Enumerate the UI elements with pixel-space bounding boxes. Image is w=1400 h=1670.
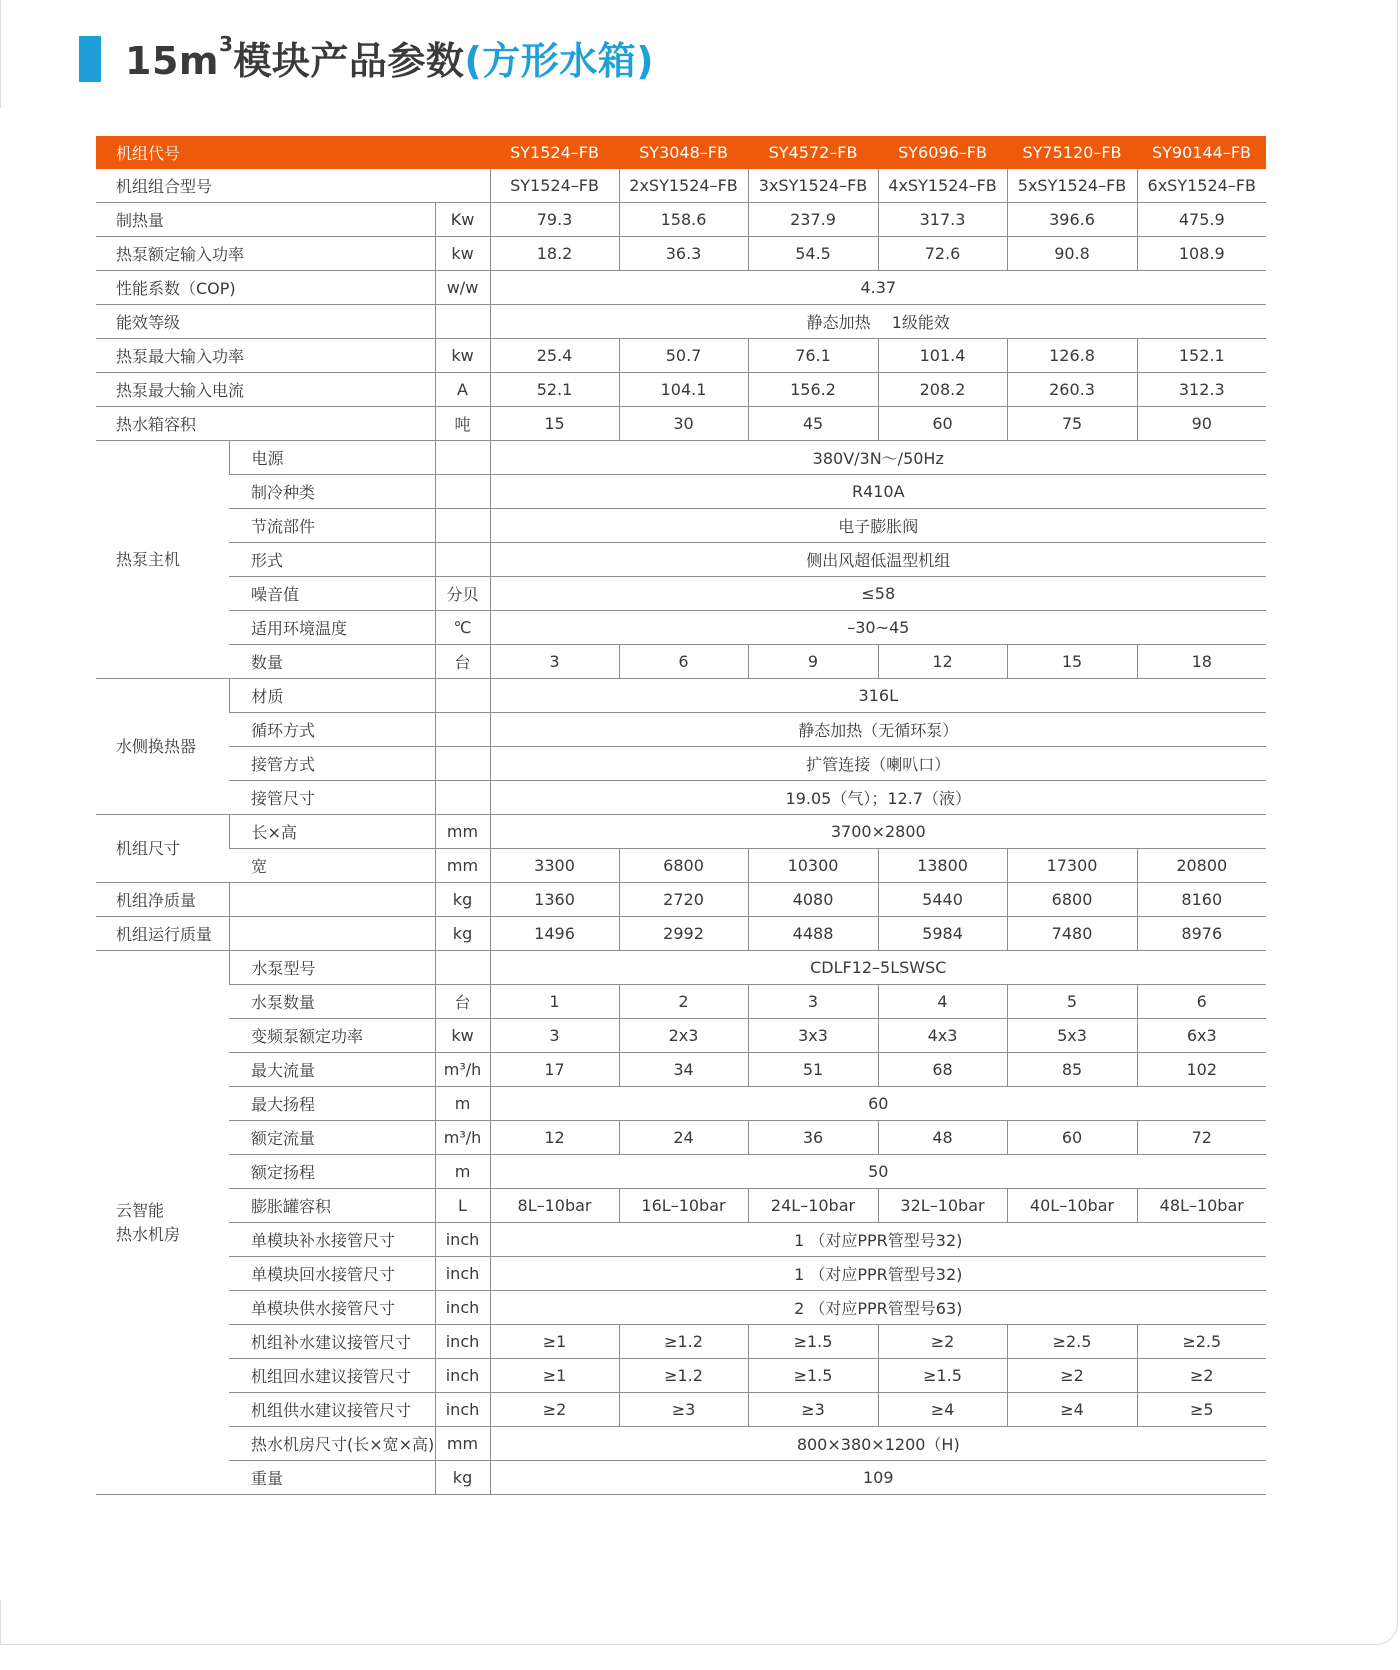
row-label: 最大流量 (229, 1053, 435, 1087)
group-label (96, 679, 229, 815)
unit-cell: kg (435, 1461, 490, 1495)
unit-cell: inch (435, 1223, 490, 1257)
value-cell: 32L–10bar (878, 1189, 1007, 1223)
value-cell: 50 (490, 1155, 1266, 1189)
title-main: 模块产品参数 (233, 39, 465, 83)
row-label: 单模块补水接管尺寸 (229, 1223, 435, 1257)
value-cell: 9 (748, 645, 878, 679)
row-label: 数量 (229, 645, 435, 679)
table-row (96, 1087, 1266, 1121)
group-label-line: 机组尺寸 (116, 838, 181, 858)
value-cell: 50.7 (619, 339, 748, 373)
value-cell: 102 (1137, 1053, 1266, 1087)
unit-cell: mm (435, 1427, 490, 1461)
value-cell: 85 (1007, 1053, 1137, 1087)
spec-table (96, 136, 1266, 1495)
unit-cell: inch (435, 1291, 490, 1325)
value-cell: 800×380×1200（H) (490, 1427, 1266, 1461)
group-label-line: 水侧换热器 (116, 736, 197, 756)
value-cell: 3300 (490, 849, 619, 883)
header-label: 机组代号 (96, 136, 490, 169)
value-cell: 18 (1137, 645, 1266, 679)
unit-cell: ℃ (435, 611, 490, 645)
value-cell: 75 (1007, 407, 1137, 441)
table-row (96, 1359, 1266, 1393)
value-cell: 6800 (1007, 883, 1137, 917)
value-cell: 2xSY1524–FB (619, 169, 748, 203)
row-label: 膨胀罐容积 (229, 1189, 435, 1223)
value-cell: ≥1.5 (878, 1359, 1007, 1393)
table-row (96, 781, 1266, 815)
table-row (96, 441, 1266, 475)
value-cell: 475.9 (1137, 203, 1266, 237)
value-cell: 17300 (1007, 849, 1137, 883)
value-cell: 20800 (1137, 849, 1266, 883)
unit-cell (435, 951, 490, 985)
value-cell: 90 (1137, 407, 1266, 441)
row-label: 单模块供水接管尺寸 (229, 1291, 435, 1325)
table-row (96, 169, 1266, 203)
value-cell: CDLF12–5LSWSC (490, 951, 1266, 985)
model-code: SY75120–FB (1007, 136, 1137, 169)
value-cell: 5 (1007, 985, 1137, 1019)
value-cell: 312.3 (1137, 373, 1266, 407)
row-label: 机组运行质量 (96, 917, 229, 951)
title-highlight: (方形水箱) (464, 39, 655, 83)
group-label (96, 951, 229, 1495)
table-row (96, 679, 1266, 713)
row-label: 适用环境温度 (229, 611, 435, 645)
frame-edge (0, 0, 1, 108)
unit-cell (435, 679, 490, 713)
value-cell: 101.4 (878, 339, 1007, 373)
value-cell: 5x3 (1007, 1019, 1137, 1053)
table-row (96, 1257, 1266, 1291)
table-row (96, 713, 1266, 747)
table-row (96, 1053, 1266, 1087)
row-label: 节流部件 (229, 509, 435, 543)
value-cell: 316L (490, 679, 1266, 713)
value-cell: 60 (878, 407, 1007, 441)
value-cell: 2 （对应PPR管型号63) (490, 1291, 1266, 1325)
empty-cell (229, 917, 435, 951)
table-row (96, 1019, 1266, 1053)
row-label: 水泵型号 (229, 951, 435, 985)
unit-cell: Kw (435, 203, 490, 237)
row-label: 性能系数（COP) (96, 271, 435, 305)
value-cell: ≥1.2 (619, 1359, 748, 1393)
row-label: 最大扬程 (229, 1087, 435, 1121)
table-row (96, 509, 1266, 543)
value-cell: ≥1.5 (748, 1359, 878, 1393)
table-row (96, 475, 1266, 509)
value-cell: ≥1.2 (619, 1325, 748, 1359)
value-cell: ≥3 (619, 1393, 748, 1427)
value-cell: 79.3 (490, 203, 619, 237)
table-row (96, 373, 1266, 407)
value-cell: 317.3 (878, 203, 1007, 237)
value-cell: 18.2 (490, 237, 619, 271)
unit-cell (435, 475, 490, 509)
row-label: 制热量 (96, 203, 435, 237)
value-cell: 8976 (1137, 917, 1266, 951)
row-label: 接管尺寸 (229, 781, 435, 815)
row-label: 宽 (229, 849, 435, 883)
unit-cell: 台 (435, 985, 490, 1019)
table-row (96, 543, 1266, 577)
value-cell: 侧出风超低温型机组 (490, 543, 1266, 577)
value-cell: 3xSY1524–FB (748, 169, 878, 203)
value-cell: 158.6 (619, 203, 748, 237)
title-accent-bar (79, 36, 101, 82)
value-cell: 36.3 (619, 237, 748, 271)
value-cell: 19.05（气）；12.7（液） (490, 781, 1266, 815)
value-cell: ≥3 (748, 1393, 878, 1427)
value-cell: 静态加热 1级能效 (490, 305, 1266, 339)
value-cell: 36 (748, 1121, 878, 1155)
value-cell: 4080 (748, 883, 878, 917)
value-cell: 4488 (748, 917, 878, 951)
value-cell: 1 (490, 985, 619, 1019)
table-row (96, 1325, 1266, 1359)
model-code: SY4572–FB (748, 136, 878, 169)
value-cell: 3 (748, 985, 878, 1019)
value-cell: ≥2 (1007, 1359, 1137, 1393)
row-label: 接管方式 (229, 747, 435, 781)
value-cell: 237.9 (748, 203, 878, 237)
unit-cell: m (435, 1155, 490, 1189)
row-label: 单模块回水接管尺寸 (229, 1257, 435, 1291)
table-row (96, 1427, 1266, 1461)
value-cell: 45 (748, 407, 878, 441)
value-cell: 68 (878, 1053, 1007, 1087)
unit-cell (435, 441, 490, 475)
value-cell: 6 (1137, 985, 1266, 1019)
table-row (96, 645, 1266, 679)
table-row (96, 747, 1266, 781)
value-cell: 5xSY1524–FB (1007, 169, 1137, 203)
value-cell: 104.1 (619, 373, 748, 407)
group-label (96, 815, 229, 883)
value-cell: 108.9 (1137, 237, 1266, 271)
value-cell: 51 (748, 1053, 878, 1087)
value-cell: 48L–10bar (1137, 1189, 1266, 1223)
value-cell: 1 （对应PPR管型号32) (490, 1257, 1266, 1291)
value-cell: 126.8 (1007, 339, 1137, 373)
table-row (96, 951, 1266, 985)
table-row (96, 1223, 1266, 1257)
value-cell: 8160 (1137, 883, 1266, 917)
value-cell: 156.2 (748, 373, 878, 407)
table-row (96, 237, 1266, 271)
value-cell: 12 (878, 645, 1007, 679)
table-row (96, 271, 1266, 305)
row-label: 热泵最大输入功率 (96, 339, 435, 373)
unit-cell: kg (435, 917, 490, 951)
value-cell: 4.37 (490, 271, 1266, 305)
title-prefix: 15m (125, 39, 219, 83)
value-cell: 3 (490, 1019, 619, 1053)
value-cell: 扩管连接（喇叭口） (490, 747, 1266, 781)
value-cell: ≥2.5 (1137, 1325, 1266, 1359)
value-cell: 6x3 (1137, 1019, 1266, 1053)
row-label: 机组回水建议接管尺寸 (229, 1359, 435, 1393)
header-row (96, 136, 1266, 169)
value-cell: 90.8 (1007, 237, 1137, 271)
value-cell: 10300 (748, 849, 878, 883)
value-cell: 15 (490, 407, 619, 441)
row-label: 水泵数量 (229, 985, 435, 1019)
unit-cell: kw (435, 1019, 490, 1053)
table-row (96, 1121, 1266, 1155)
unit-cell: mm (435, 815, 490, 849)
value-cell: 2 (619, 985, 748, 1019)
unit-cell: A (435, 373, 490, 407)
unit-cell: kg (435, 883, 490, 917)
table-row (96, 917, 1266, 951)
value-cell: 2x3 (619, 1019, 748, 1053)
value-cell: –30~45 (490, 611, 1266, 645)
model-code: SY1524–FB (490, 136, 619, 169)
value-cell: ≥5 (1137, 1393, 1266, 1427)
table-row (96, 849, 1266, 883)
row-label: 机组补水建议接管尺寸 (229, 1325, 435, 1359)
row-label: 机组供水建议接管尺寸 (229, 1393, 435, 1427)
value-cell: ≥2 (490, 1393, 619, 1427)
value-cell: 34 (619, 1053, 748, 1087)
value-cell: 2720 (619, 883, 748, 917)
value-cell: 1496 (490, 917, 619, 951)
row-label: 制冷种类 (229, 475, 435, 509)
value-cell: 1360 (490, 883, 619, 917)
value-cell: 25.4 (490, 339, 619, 373)
table-row (96, 1461, 1266, 1495)
value-cell: 52.1 (490, 373, 619, 407)
unit-cell (435, 305, 490, 339)
row-label: 变频泵额定功率 (229, 1019, 435, 1053)
row-label: 电源 (229, 441, 435, 475)
row-label: 热水机房尺寸(长×宽×高) (229, 1427, 435, 1461)
row-label: 噪音值 (229, 577, 435, 611)
unit-cell (435, 543, 490, 577)
value-cell: ≥2.5 (1007, 1325, 1137, 1359)
table-row (96, 305, 1266, 339)
value-cell: 6800 (619, 849, 748, 883)
row-label: 材质 (229, 679, 435, 713)
value-cell: 72.6 (878, 237, 1007, 271)
value-cell: 3700×2800 (490, 815, 1266, 849)
row-label: 重量 (229, 1461, 435, 1495)
frame-edge (0, 1600, 1, 1645)
model-code: SY90144–FB (1137, 136, 1266, 169)
value-cell: 4xSY1524–FB (878, 169, 1007, 203)
unit-cell (435, 747, 490, 781)
value-cell: 54.5 (748, 237, 878, 271)
table-row (96, 815, 1266, 849)
row-label: 机组净质量 (96, 883, 229, 917)
value-cell: 3x3 (748, 1019, 878, 1053)
title-superscript: 3 (218, 32, 234, 56)
value-cell: 4x3 (878, 1019, 1007, 1053)
row-label: 长×高 (229, 815, 435, 849)
value-cell: 60 (490, 1087, 1266, 1121)
value-cell: 208.2 (878, 373, 1007, 407)
value-cell: 76.1 (748, 339, 878, 373)
value-cell: ≥2 (1137, 1359, 1266, 1393)
value-cell: 16L–10bar (619, 1189, 748, 1223)
unit-cell: inch (435, 1257, 490, 1291)
table-row (96, 203, 1266, 237)
value-cell: 1 （对应PPR管型号32) (490, 1223, 1266, 1257)
empty-cell (229, 883, 435, 917)
value-cell: 24L–10bar (748, 1189, 878, 1223)
value-cell: 15 (1007, 645, 1137, 679)
table-row (96, 883, 1266, 917)
group-label-line: 热水机房 (116, 1224, 181, 1244)
value-cell: 40L–10bar (1007, 1189, 1137, 1223)
row-label: 循环方式 (229, 713, 435, 747)
table-row (96, 339, 1266, 373)
group-label-line: 云智能 (116, 1200, 165, 1220)
unit-cell (435, 713, 490, 747)
value-cell: ≥4 (878, 1393, 1007, 1427)
unit-cell: m³/h (435, 1053, 490, 1087)
value-cell: R410A (490, 475, 1266, 509)
table-row (96, 611, 1266, 645)
value-cell: 60 (1007, 1121, 1137, 1155)
value-cell: 109 (490, 1461, 1266, 1495)
page-title (125, 30, 654, 85)
value-cell: SY1524–FB (490, 169, 619, 203)
value-cell: 2992 (619, 917, 748, 951)
row-label: 热泵额定输入功率 (96, 237, 435, 271)
value-cell: 5984 (878, 917, 1007, 951)
group-label (96, 441, 229, 679)
value-cell: ≥1.5 (748, 1325, 878, 1359)
row-label: 机组组合型号 (96, 169, 490, 203)
value-cell: 13800 (878, 849, 1007, 883)
unit-cell (435, 509, 490, 543)
row-label: 形式 (229, 543, 435, 577)
unit-cell: kw (435, 237, 490, 271)
value-cell: 3 (490, 645, 619, 679)
value-cell: ≥4 (1007, 1393, 1137, 1427)
table-row (96, 985, 1266, 1019)
unit-cell: m³/h (435, 1121, 490, 1155)
unit-cell: 吨 (435, 407, 490, 441)
value-cell: 7480 (1007, 917, 1137, 951)
group-label-line: 热泵主机 (116, 549, 181, 569)
row-label: 额定流量 (229, 1121, 435, 1155)
row-label: 热水箱容积 (96, 407, 435, 441)
unit-cell: inch (435, 1359, 490, 1393)
value-cell: 静态加热（无循环泵） (490, 713, 1266, 747)
unit-cell: inch (435, 1325, 490, 1359)
value-cell: ≥1 (490, 1325, 619, 1359)
table-row (96, 1291, 1266, 1325)
value-cell: ≤58 (490, 577, 1266, 611)
unit-cell: mm (435, 849, 490, 883)
model-code: SY6096–FB (878, 136, 1007, 169)
value-cell: 6xSY1524–FB (1137, 169, 1266, 203)
value-cell: ≥1 (490, 1359, 619, 1393)
value-cell: 380V/3N～/50Hz (490, 441, 1266, 475)
unit-cell: kw (435, 339, 490, 373)
value-cell: 152.1 (1137, 339, 1266, 373)
unit-cell: inch (435, 1393, 490, 1427)
value-cell: 260.3 (1007, 373, 1137, 407)
value-cell: ≥2 (878, 1325, 1007, 1359)
value-cell: 12 (490, 1121, 619, 1155)
unit-cell: m (435, 1087, 490, 1121)
unit-cell (435, 781, 490, 815)
value-cell: 48 (878, 1121, 1007, 1155)
value-cell: 30 (619, 407, 748, 441)
value-cell: 396.6 (1007, 203, 1137, 237)
value-cell: 17 (490, 1053, 619, 1087)
value-cell: 电子膨胀阀 (490, 509, 1266, 543)
value-cell: 5440 (878, 883, 1007, 917)
model-code: SY3048–FB (619, 136, 748, 169)
table-row (96, 1155, 1266, 1189)
row-label: 额定扬程 (229, 1155, 435, 1189)
value-cell: 72 (1137, 1121, 1266, 1155)
table-row (96, 577, 1266, 611)
table-row (96, 1189, 1266, 1223)
unit-cell: L (435, 1189, 490, 1223)
row-label: 能效等级 (96, 305, 435, 339)
value-cell: 4 (878, 985, 1007, 1019)
value-cell: 24 (619, 1121, 748, 1155)
value-cell: 8L–10bar (490, 1189, 619, 1223)
unit-cell: w/w (435, 271, 490, 305)
unit-cell: 分贝 (435, 577, 490, 611)
unit-cell: 台 (435, 645, 490, 679)
row-label: 热泵最大输入电流 (96, 373, 435, 407)
table-row (96, 407, 1266, 441)
table-row (96, 1393, 1266, 1427)
value-cell: 6 (619, 645, 748, 679)
